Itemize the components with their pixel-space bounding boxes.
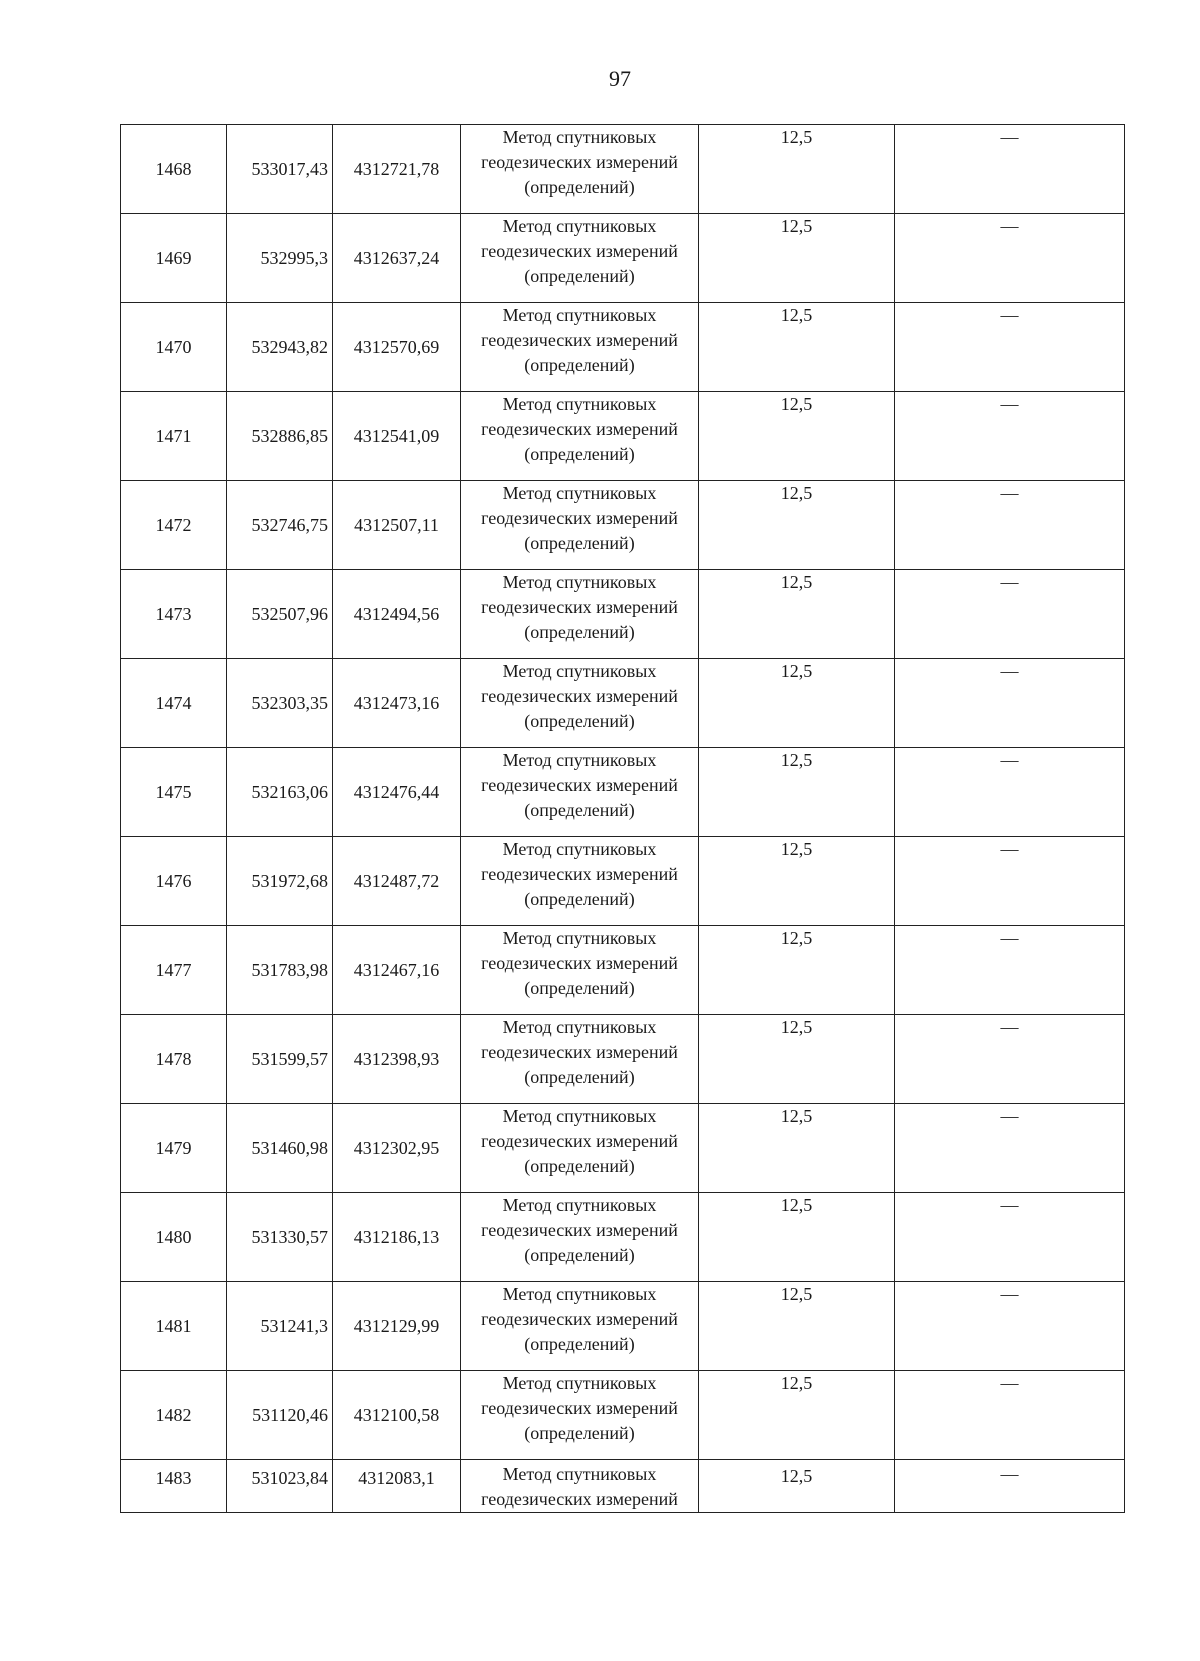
accuracy-cell: 12,5 (699, 1371, 895, 1460)
method-text-line: (определений) (524, 800, 635, 820)
y-coordinate-cell: 4312186,13 (333, 1193, 461, 1282)
x-coordinate-cell: 532995,3 (227, 214, 333, 303)
x-coordinate-cell: 531599,57 (227, 1015, 333, 1104)
method-text-line: (определений) (524, 1156, 635, 1176)
method-text-line: Метод спутниковых (502, 1106, 657, 1126)
accuracy-cell: 12,5 (699, 481, 895, 570)
description-cell: — (895, 303, 1125, 392)
method-text-line: Метод спутниковых (502, 750, 657, 770)
accuracy-cell: 12,5 (699, 1282, 895, 1371)
method-text-line: Метод спутниковых (502, 394, 657, 414)
method-text-line: Метод спутниковых (502, 1195, 657, 1215)
accuracy-cell: 12,5 (699, 1015, 895, 1104)
y-coordinate-cell: 4312487,72 (333, 837, 461, 926)
point-number-cell: 1478 (121, 1015, 227, 1104)
x-coordinate-cell: 532746,75 (227, 481, 333, 570)
table-row (121, 837, 1125, 926)
x-coordinate-cell: 531330,57 (227, 1193, 333, 1282)
method-text-line: (определений) (524, 177, 635, 197)
accuracy-cell: 12,5 (699, 659, 895, 748)
table-row (121, 659, 1125, 748)
page-number: 97 (609, 66, 631, 91)
method-text-line: (определений) (524, 1334, 635, 1354)
method-text-line: Метод спутниковых (502, 1284, 657, 1304)
y-coordinate-cell: 4312637,24 (333, 214, 461, 303)
point-number-cell: 1483 (121, 1460, 227, 1513)
description-cell: — (895, 481, 1125, 570)
accuracy-cell: 12,5 (699, 1104, 895, 1193)
method-cell (461, 303, 699, 392)
x-coordinate-cell: 532163,06 (227, 748, 333, 837)
x-coordinate-cell: 531460,98 (227, 1104, 333, 1193)
y-coordinate-cell: 4312467,16 (333, 926, 461, 1015)
accuracy-cell: 12,5 (699, 748, 895, 837)
method-cell (461, 481, 699, 570)
point-number-cell: 1481 (121, 1282, 227, 1371)
method-text-line: Метод спутниковых (502, 572, 657, 592)
method-cell (461, 748, 699, 837)
table-row (121, 1015, 1125, 1104)
method-text-line: геодезических измерений (481, 864, 678, 884)
x-coordinate-cell: 531783,98 (227, 926, 333, 1015)
method-text-line: геодезических измерений (481, 1489, 678, 1509)
method-text-line: Метод спутниковых (502, 839, 657, 859)
method-text-line: Метод спутниковых (502, 1017, 657, 1037)
description-cell: — (895, 1460, 1125, 1513)
method-text-line: (определений) (524, 1245, 635, 1265)
description-cell: — (895, 837, 1125, 926)
accuracy-cell: 12,5 (699, 303, 895, 392)
method-text-line: Метод спутниковых (502, 661, 657, 681)
x-coordinate-cell: 532886,85 (227, 392, 333, 481)
method-text-line: Метод спутниковых (502, 305, 657, 325)
table-row (121, 1371, 1125, 1460)
description-cell: — (895, 1371, 1125, 1460)
description-cell: — (895, 748, 1125, 837)
point-number-cell: 1476 (121, 837, 227, 926)
method-text-line: геодезических измерений (481, 686, 678, 706)
accuracy-cell: 12,5 (699, 392, 895, 481)
y-coordinate-cell: 4312476,44 (333, 748, 461, 837)
table-row (121, 1104, 1125, 1193)
method-text-line: геодезических измерений (481, 1309, 678, 1329)
method-text-line: (определений) (524, 266, 635, 286)
method-text-line: Метод спутниковых (502, 127, 657, 147)
table-row (121, 481, 1125, 570)
table-row (121, 1193, 1125, 1282)
point-number-cell: 1477 (121, 926, 227, 1015)
x-coordinate-cell: 532943,82 (227, 303, 333, 392)
point-number-cell: 1480 (121, 1193, 227, 1282)
point-number-cell: 1471 (121, 392, 227, 481)
method-cell (461, 1460, 699, 1513)
method-text-line: (определений) (524, 1423, 635, 1443)
method-cell (461, 659, 699, 748)
coordinates-table (120, 124, 1125, 1513)
table-row (121, 570, 1125, 659)
description-cell: — (895, 1193, 1125, 1282)
point-number-cell: 1473 (121, 570, 227, 659)
description-cell: — (895, 1015, 1125, 1104)
method-cell (461, 1282, 699, 1371)
method-text-line: геодезических измерений (481, 508, 678, 528)
y-coordinate-cell: 4312302,95 (333, 1104, 461, 1193)
method-cell (461, 1371, 699, 1460)
y-coordinate-cell: 4312541,09 (333, 392, 461, 481)
description-cell: — (895, 125, 1125, 214)
y-coordinate-cell: 4312129,99 (333, 1282, 461, 1371)
method-cell (461, 837, 699, 926)
description-cell: — (895, 570, 1125, 659)
table-row (121, 303, 1125, 392)
method-text-line: (определений) (524, 533, 635, 553)
accuracy-cell: 12,5 (699, 214, 895, 303)
description-cell: — (895, 214, 1125, 303)
table-row (121, 1460, 1125, 1513)
table-row (121, 125, 1125, 214)
x-coordinate-cell: 531972,68 (227, 837, 333, 926)
method-cell (461, 570, 699, 659)
table-row (121, 748, 1125, 837)
x-coordinate-cell: 531241,3 (227, 1282, 333, 1371)
table-row (121, 392, 1125, 481)
method-text-line: геодезических измерений (481, 1398, 678, 1418)
x-coordinate-cell: 532507,96 (227, 570, 333, 659)
method-text-line: геодезических измерений (481, 419, 678, 439)
method-text-line: Метод спутниковых (502, 1373, 657, 1393)
y-coordinate-cell: 4312570,69 (333, 303, 461, 392)
table-row (121, 1282, 1125, 1371)
point-number-cell: 1472 (121, 481, 227, 570)
method-text-line: Метод спутниковых (502, 216, 657, 236)
x-coordinate-cell: 531120,46 (227, 1371, 333, 1460)
description-cell: — (895, 1104, 1125, 1193)
accuracy-cell: 12,5 (699, 1460, 895, 1513)
method-text-line: Метод спутниковых (502, 928, 657, 948)
table-row (121, 926, 1125, 1015)
description-cell: — (895, 392, 1125, 481)
y-coordinate-cell: 4312507,11 (333, 481, 461, 570)
method-text-line: геодезических измерений (481, 953, 678, 973)
x-coordinate-cell: 533017,43 (227, 125, 333, 214)
point-number-cell: 1474 (121, 659, 227, 748)
method-text-line: (определений) (524, 889, 635, 909)
method-text-line: геодезических измерений (481, 330, 678, 350)
y-coordinate-cell: 4312473,16 (333, 659, 461, 748)
method-text-line: (определений) (524, 1067, 635, 1087)
method-cell (461, 926, 699, 1015)
method-text-line: геодезических измерений (481, 1131, 678, 1151)
method-text-line: геодезических измерений (481, 1042, 678, 1062)
method-text-line: (определений) (524, 622, 635, 642)
point-number-cell: 1468 (121, 125, 227, 214)
method-cell (461, 1104, 699, 1193)
description-cell: — (895, 926, 1125, 1015)
method-text-line: геодезических измерений (481, 597, 678, 617)
table-body (121, 125, 1125, 1513)
y-coordinate-cell: 4312083,1 (333, 1460, 461, 1513)
table-row (121, 214, 1125, 303)
method-text-line: (определений) (524, 978, 635, 998)
method-cell (461, 392, 699, 481)
point-number-cell: 1482 (121, 1371, 227, 1460)
y-coordinate-cell: 4312494,56 (333, 570, 461, 659)
accuracy-cell: 12,5 (699, 570, 895, 659)
description-cell: — (895, 659, 1125, 748)
method-text-line: Метод спутниковых (502, 1464, 657, 1484)
method-text-line: (определений) (524, 355, 635, 375)
point-number-cell: 1469 (121, 214, 227, 303)
y-coordinate-cell: 4312398,93 (333, 1015, 461, 1104)
x-coordinate-cell: 532303,35 (227, 659, 333, 748)
method-cell (461, 1015, 699, 1104)
accuracy-cell: 12,5 (699, 837, 895, 926)
method-text-line: геодезических измерений (481, 241, 678, 261)
method-cell (461, 125, 699, 214)
accuracy-cell: 12,5 (699, 926, 895, 1015)
method-text-line: геодезических измерений (481, 152, 678, 172)
x-coordinate-cell: 531023,84 (227, 1460, 333, 1513)
description-cell: — (895, 1282, 1125, 1371)
y-coordinate-cell: 4312721,78 (333, 125, 461, 214)
method-cell (461, 214, 699, 303)
point-number-cell: 1470 (121, 303, 227, 392)
method-text-line: (определений) (524, 444, 635, 464)
method-cell (461, 1193, 699, 1282)
point-number-cell: 1479 (121, 1104, 227, 1193)
method-text-line: Метод спутниковых (502, 483, 657, 503)
accuracy-cell: 12,5 (699, 125, 895, 214)
method-text-line: геодезических измерений (481, 775, 678, 795)
method-text-line: (определений) (524, 711, 635, 731)
method-text-line: геодезических измерений (481, 1220, 678, 1240)
accuracy-cell: 12,5 (699, 1193, 895, 1282)
y-coordinate-cell: 4312100,58 (333, 1371, 461, 1460)
point-number-cell: 1475 (121, 748, 227, 837)
